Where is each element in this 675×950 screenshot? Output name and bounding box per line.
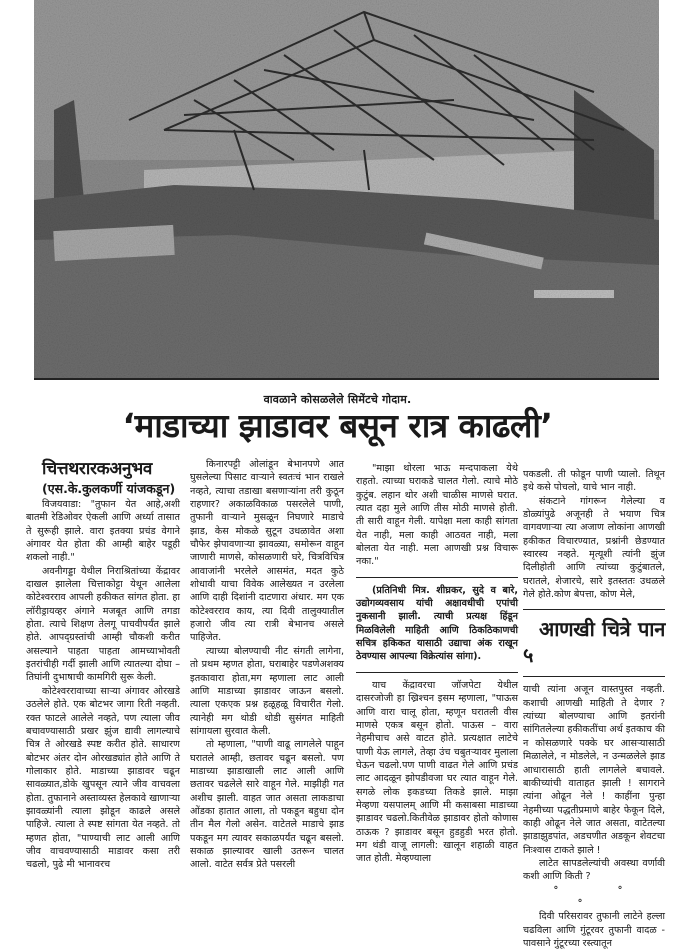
paragraph: याच केंद्रावरचा जॉजपेटा येथील दासरजोजी हा ख्रिश्चन इसम म्हणाला, "पाऊस आणि वारा चालू होता, म्हणून घरातली वीस माणसे एकत्र बसून होतो. पाऊस – वारा नेहमीचाच असे वाटत होते. प्रत्यक्षात लाटेचे पाणी येऊ लागले, तेव्हा उंच चबुतऱ्यावर मुलाला घेऊन चढलो.पण पाणी वाढत गेले आणि प्रचंड लाट आदळून झोपडीवजा घर त्यात वाहून गेले. सगळे लोक इकडच्या तिकडे झाले. माझा मेव्हणा यसपालम् आणि मी कसाबसा माडाच्या झाडावर चढलो.कितीवेळ झाडावर होतो कोणास ठाऊक ? झाडावर बसून हुडहुडी भरत होतो. मग थंडी वाजू लागली: खालून शहाळी वाहत जात होती. मेव्हण्याला [356,679,518,865]
article-column-3 [356,462,518,866]
section-separator: ° ° ° [553,884,651,909]
news-photo [34,0,659,380]
paragraph: लाटेत सापडलेल्यांची अवस्था वर्णावी कशी आणि किती ? [523,857,665,883]
paragraph: संकटाने गांगरून गेलेल्या व डोळ्यांपुढे अजूनही ते भयाण चित्र वागवणाऱ्या त्या अजाण लोकांना आणखी हकीकत विचारण्यात, प्रश्नांनी छेडण्यात स्वारस्य नव्हते. मृत्यूशी त्यांनी झुंज दिलीहोती आणि त्यांच्या कुटुंबातले, घरातले, शेजारचे, सारे इतस्ततः उधळले गेले होते.कोण बेपत्ता, कोण मेले, [523,495,665,601]
more-photos-page-ref: आणखी चित्रे पान ५ [523,617,665,668]
paragraph: याची त्यांना अजून वास्तपुस्त नव्हती. कशाची आणखी माहिती ते देणार ? त्यांच्या बोलण्याचा आणि इतरांनी सांगितलेल्या हकीकतींचा अर्थ इतकाच की न कोसळणारे पक्के घर आसऱ्यासाठी मिळालेले, न मोडलेले, न उन्मळलेले झाड आधारासाठी हाती लागलेले बचावले. बाकीच्यांची वाताहत झाली ! सागराने त्यांना ओढून नेले ! काहींना पुन्हा नेहमीच्या पद्धतीप्रमाणे बाहेर फेकून दिले, काही ओढून नेले जात असता, वाटेतल्या झाडाझुडपांत, अडचणीत अडकून शेवटचा निःश्वास टाकते झाले ! [523,684,665,856]
paragraph: पकडली. ती फोडून पाणी प्यालो. तिथून इथे कसे पोचलो, याचे भान नाही. [523,469,665,494]
photo-caption: वावळाने कोसळलेले सिमेंटचे गोदाम. [263,393,412,406]
article-column-1 [26,458,180,872]
article-column-4 [523,468,665,950]
paragraph: विजयवाडा: "तुफान येत आहे,अशी बातमी रेडिओवर ऐकली आणि अर्ध्या तासात ते सुरूही झाले. वारा इतक्या प्रचंड वेगाने अंगावर येत होता की आम्ही बाहेर पडूही शकलो नाही." [26,499,180,564]
paragraph: किनारपट्टी ओलांडून बेभानपणे आत घुसलेल्या पिसाट वाऱ्याने स्वतःचं भान राखले नव्हते, त्याचा तडाखा बसणाऱ्यांना तरी कुठून राहणार? अकाळविकाळ पसरलेले पाणी, तुफानी वाऱ्याने मुसळून निघणारे माडाचे झाड, केस मोकळे सुटून उधळावेत अशा चौफेर झेपावणाऱ्या झावळ्या, समोरून वाहून जाणारी माणसे, कोसळणारी घरे, चित्रविचित्र आवाजांनी भरलेले आसमंत, मदत कुठे शोधावी याचा विवेक आलेख्यत न उरलेला आणि दाही दिशांनी दाटणारा अंधार. मग एक कोटेश्वरराव काय, त्या दिवी तालुक्यातील हजारो जीव त्या रात्री बेभानच असले पाहिजेत. [190,459,344,644]
paragraph: त्याच्या बोलण्याची नीट संगती लागेना, तो प्रथम म्हणत होता, घराबाहेर पडणेअशक्य इतकावारा होता,मग म्हणाला लाट आली आणि माडाच्या झाडावर जाऊन बसलो. त्याला एकएक प्रश्न हळूहळू विचारीत गेलो. त्यानेही मग थोडी थोडी सुसंगत माहिती सांगायला सुरवात केली. [190,645,344,737]
divider [356,577,518,578]
paragraph: तो म्हणाला, "पाणी वाढू लागलेले पाहून घरातले आम्ही, छतावर चढून बसलो. पण माडाच्या झाडाखाली लाट आली आणि छतावर चढलेले सारे वाहून गेले. माझीही गत अशीच झाली. वाहत जात असता लाकडाचा ओंडका हातात आला, तो पकडून बहुधा दोन तीन मैल गेलो असेन. वाटेतले माडाचे झाड पकडून मग त्यावर सकाळपर्यंत चढून बसलो. सकाळ झाल्यावर खाली उतरून चालत आलो. वाटेत सर्वत्र प्रेते पसरली [190,739,344,871]
collapsed-godown-image [34,0,659,378]
headline: ‘माडाच्या झाडावर बसून रात्र काढली’ [122,406,553,445]
divider [523,676,665,677]
article-column-2 [190,458,344,872]
paragraph: दिवी परिसरावर तुफानी लाटेने हल्ला चढविला आणि गुंटूरवर तुफानी वादळ - पावसाने गुंटूरच्या रस्त्यातून [523,911,665,949]
divider [356,672,518,673]
paragraph: कोटेश्वररावाच्या साऱ्या अंगावर ओरखडे उठलेले होते. एक बोटभर जागा रिती नव्हती. रक्त फाटले आलेले नव्हते, पण त्याला जीव बचावण्यासाठी प्रखर झुंज द्यावी लागल्याचे चित्र ते ओरखडे स्पष्ट करीत होते. साधारण बोटभर अंतर दोन ओरखड्यांत होते आणि ते गोलाकार होते. माडाच्या झाडावर चढून सावळ्यात,डोके खुपसून त्याने जीव वाचवला होता. तुफानाने अस्ताव्यस्त हेलकावे खाणाऱ्या झावळ्यांनी त्याला झोडून काढले असले पाहिजे. त्याला ते स्पष्ट सांगता येत नव्हते. तो म्हणत होता, "पाण्याची लाट आली आणि जीव वाचवण्यासाठी माडावर कसा तरी चढलो, पुढे मी भानावरच [26,685,180,871]
paragraph: "माझा थोरला भाऊ मन्दपाकला येथे राहतो. त्याच्या घराकडे चालत गेलो. त्याचे मोठे कुटुंब. लहान थोर अशी चाळीस माणसे घरात. त्यात दहा मुले आणि तीस मोठी माणसे होती. ती सारी वाहून गेली. यापेक्षा मला काही सांगता येत नाही, मला काही आठवत नाही, मला बोलता येत नाही. मला आणखी प्रश्न विचारू नका." [356,463,518,568]
byline: (एस.के.कुलकर्णी यांजकडून) [42,481,176,496]
paragraph: अवनीगड्डा येथील निराश्रितांच्या केंद्रावर दाखल झालेला चित्ताकोट्टा येथून आलेला कोटेश्वरराव आपली हकीकत सांगत होता. हा लॉरीड्रायव्हर अंगाने मजबूत आणि तगडा होता. त्याचे शिक्षण तेलगू पाचवीपर्यंत झाले होते. आपद्ग्रस्तांची आम्ही चौकशी करीत असल्याने पाहता पाहता आमच्याभोवती इतरांचीही गर्दी झाली आणि त्यातल्या दोघा – तिघांनी दुभाषाची कामगिरी सुरू केली. [26,565,180,684]
editor-note: (प्रतिनिधी मित्र. शीघ्रकर, सुदे व बारे, उद्योगव्यवसाय यांची अक्षावधीची एपांची नुकसानी झाली. त्याची प्रत्यक्ष हिंडून मिळविलेली माहिती आणि ठिकठिकाणची सचित्र हकिकत यासाठी उद्याचा अंक राखून ठेवण्यास आपल्या विक्रेत्यांस सांगा). [356,584,518,663]
divider [523,609,665,610]
sub-title: चित्तथरारकअनुभव [42,459,152,479]
